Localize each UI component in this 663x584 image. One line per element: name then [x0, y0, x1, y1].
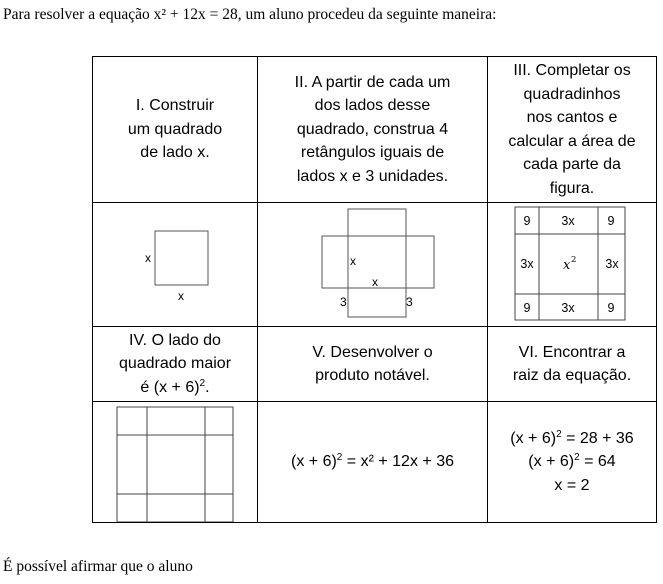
step-line: retângulos iguais de: [300, 144, 445, 162]
exponent: 2: [199, 377, 206, 389]
step-line: raiz da equação.: [512, 367, 632, 384]
figure-square-x: [93, 203, 257, 326]
outer-square: [117, 407, 233, 522]
corner-area: 9: [607, 301, 615, 315]
exponent: 2: [556, 428, 562, 440]
formula-part: = 28 + 36: [561, 429, 634, 447]
table-border: [92, 522, 657, 523]
step-line: nos cantos e: [526, 109, 618, 126]
step-line: II. A partir de cada um: [294, 73, 451, 91]
step-6-text: [488, 327, 656, 401]
step-line: V. Desenvolver o: [312, 343, 433, 361]
corner-area: 9: [523, 214, 531, 228]
steps-table: [92, 56, 657, 523]
exponent: 2: [336, 452, 343, 464]
step-line-part: é (x + 6): [140, 378, 200, 396]
step-5-text: [258, 327, 487, 401]
label-3-left: 3: [340, 295, 347, 309]
side-label: x: [145, 251, 151, 265]
step-line: quadrado maior: [118, 355, 232, 373]
corner-area: 9: [523, 301, 531, 315]
table-border: [656, 56, 657, 523]
exponent: 2: [574, 452, 580, 464]
edge-area: 3x: [561, 214, 575, 228]
step-4-text: [93, 327, 257, 401]
step-3-text: [488, 57, 656, 202]
formula-expansion: [258, 402, 487, 522]
step-line: I. Construir: [135, 97, 215, 115]
step-line-part: .: [205, 378, 210, 396]
figure-larger-square: [93, 402, 257, 522]
step-line: quadradinhos: [523, 85, 621, 103]
step-line: calcular a área de: [508, 132, 636, 150]
step-line: figura.: [549, 179, 595, 197]
formula-part: (x + 6): [528, 453, 575, 471]
intro-text: Para resolver a equação x² + 12x = 28, um aluno procedeu da seguinte maneira:: [3, 6, 497, 23]
figure-square-with-rectangles: [258, 203, 487, 326]
square-shape: [155, 231, 208, 285]
formula-line: x = 2: [554, 476, 590, 494]
step-line: quadrado, construa 4: [296, 120, 449, 138]
label-x-side: x: [350, 254, 356, 268]
formula-part: = x² + 12x + 36: [342, 453, 454, 471]
step-line: de lado x.: [140, 144, 210, 162]
formula-line: [510, 450, 633, 474]
step-line: III. Completar os: [513, 62, 631, 79]
center-area-exponent: 2: [571, 255, 577, 265]
step-line: produto notável.: [315, 367, 430, 384]
step-line: [119, 376, 231, 400]
formula-part: = 64: [579, 453, 616, 471]
figure-completed-square: [488, 203, 656, 326]
edge-area: 3x: [561, 301, 575, 315]
formula-solution: [488, 402, 656, 522]
formula-part: (x + 6): [291, 453, 337, 471]
step-line: cada parte da: [523, 156, 621, 173]
step-line: IV. O lado do: [129, 331, 221, 349]
edge-area: 3x: [520, 257, 534, 271]
step-line: VI. Encontrar a: [518, 343, 626, 361]
edge-area: 3x: [605, 257, 619, 271]
bottom-label: x: [178, 289, 184, 303]
horizontal-rectangles: [322, 236, 434, 288]
label-x-inner: x: [372, 275, 378, 289]
vertical-rectangles: [348, 209, 406, 317]
step-line: um quadrado: [127, 120, 223, 138]
question-text: É possível afirmar que o aluno: [3, 558, 193, 575]
step-line: lados x e 3 unidades.: [296, 167, 449, 185]
step-2-text: [258, 57, 487, 202]
corner-area: 9: [607, 214, 615, 228]
label-3-right: 3: [406, 295, 413, 309]
step-1-text: [93, 57, 257, 202]
step-line: dos lados desse: [314, 97, 431, 115]
formula-part: (x + 6): [510, 429, 557, 447]
formula-line: [510, 427, 633, 451]
center-area: x: [563, 258, 571, 273]
